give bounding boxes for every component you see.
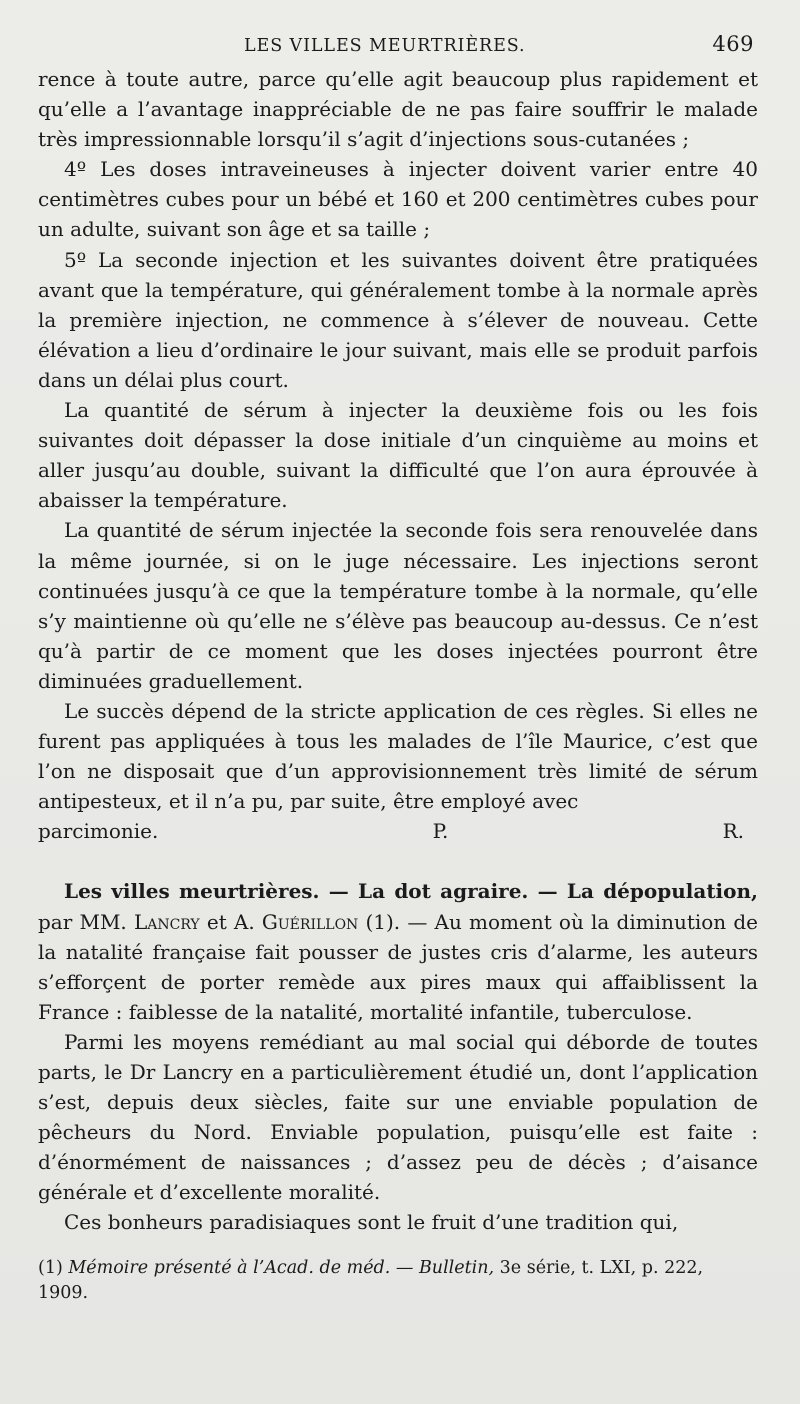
paragraph: 5º La seconde injection et les suivantes doivent être pratiquées avant que la température, qui généralement tombe à la normale après la première injection, ne commence à s’élever de nouveau. Cette élévation a lieu d’ordinaire le jour suivant, mais elle se produit parfois dans un délai plus court.	[38, 247, 758, 392]
paragraph: 4º Les doses intraveineuses à injecter doivent varier entre 40 centimètres cubes pour un bébé et 160 et 200 centimètres cubes pour un adulte, suivant son âge et sa taille ;	[38, 157, 758, 242]
author-name: Lancry	[133, 909, 200, 934]
paragraph: rence à toute autre, parce qu’elle agit beaucoup plus rapidement et qu’elle a l’avantage inappréciable de ne pas faire souffrir le malade très impressionnable lorsqu’il s’agit d’injections sous-cutanées ;	[38, 67, 758, 152]
author-name: Guérillon	[261, 909, 359, 934]
authors-prefix: par MM.	[38, 909, 134, 934]
paragraph-ending: parcimonie.	[38, 819, 159, 844]
authors-connector: et A.	[199, 909, 262, 934]
section-gap	[38, 846, 758, 876]
body-text	[38, 64, 758, 1238]
author-initials: P. R.	[432, 819, 744, 844]
running-title: LES VILLES MEURTRIÈRES.	[244, 36, 526, 56]
page-number: 469	[712, 32, 754, 56]
footnote-details: 3e série, t. LXI, p. 222, 1909.	[38, 1257, 704, 1303]
footnote-marker: (1)	[38, 1257, 69, 1278]
review-text: (1). — Au moment où la diminution de la natalité française fait pousser de justes cris d’alarme, les auteurs s’efforçent de porter remède aux pires maux qui affaiblissent la France : faiblesse de la natalité, mortalité infantile, tuberculose.	[38, 909, 759, 1024]
paragraph: La quantité de sérum à injecter la deuxième fois ou les fois suivantes doit dépasser la dose initiale d’un cinquième au moins et aller jusqu’au double, suivant la difficulté que l’on aura éprouvée à abaisser la température.	[38, 398, 758, 513]
paragraph: Parmi les moyens remédiant au mal social qui déborde de toutes parts, le Dr Lancry en a particulièrement étudié un, dont l’application s’est, depuis deux siècles, faite sur une enviable population de pêcheurs du Nord. Enviable population, puisqu’elle est faite : d’énormément de naissances ; d’assez peu de décès ; d’aisance générale et d’excellente moralité.	[38, 1029, 758, 1205]
paragraph: Le succès dépend de la stricte application de ces règles. Si elles ne furent pas appliquées à tous les malades de l’île Maurice, c’est que l’on ne disposait que d’un approvisionnement très limité de sérum antipesteux, et il n’a pu, par suite, être employé avec	[38, 698, 758, 814]
footnote-citation: Mémoire présenté à l’Acad. de méd. — Bulletin,	[68, 1257, 495, 1278]
review-paragraph	[38, 876, 758, 1026]
signature-line	[38, 816, 758, 846]
paragraph: Ces bonheurs paradisiaques sont le fruit d’une tradition qui,	[64, 1210, 679, 1235]
paragraph: La quantité de sérum injectée la seconde fois sera renouvelée dans la même journée, si on le juge nécessaire. Les injections seront continuées jusqu’à ce que la température tombe à la normale, qu’elle s’y maintienne où qu’elle ne s’élève pas beaucoup au-dessus. Ce n’est qu’à partir de ce moment que les doses injectées pourront être diminuées graduellement.	[38, 518, 758, 693]
running-header	[38, 30, 758, 64]
review-title: Les villes meurtrières. — La dot agraire. — La dépopulation,	[64, 879, 758, 904]
footnote	[38, 1256, 758, 1306]
